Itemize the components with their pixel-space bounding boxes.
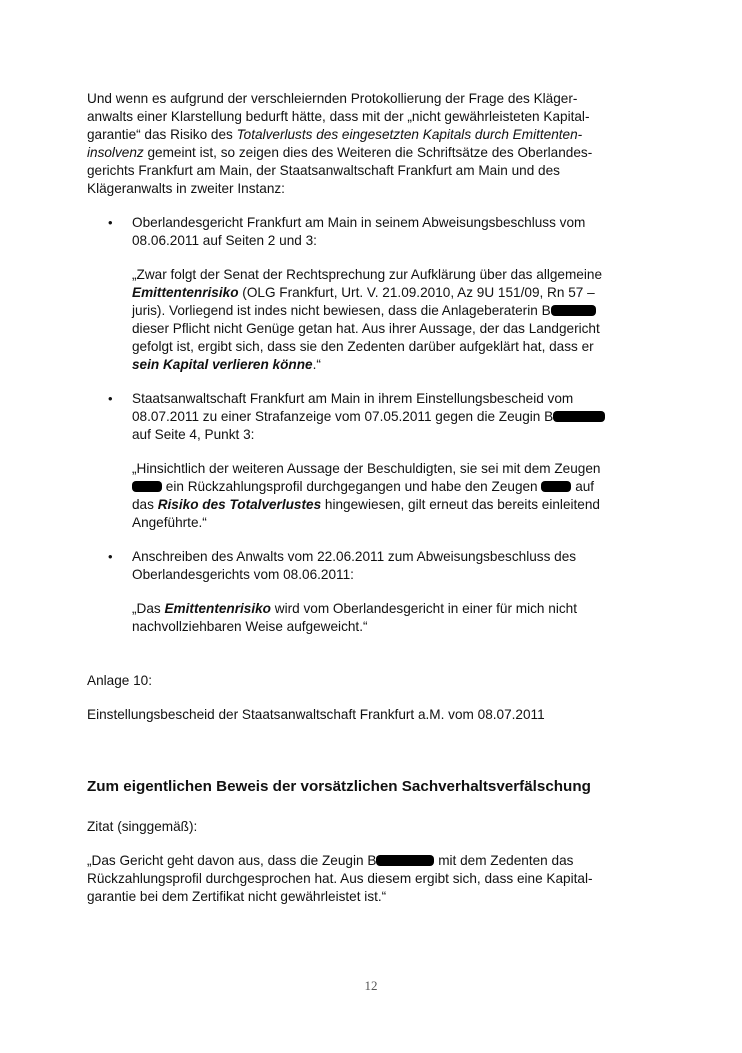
intro-line-3: garantie“ das Risiko des Totalverlusts des eingesetzten Kapitals durch Emittenten- bbox=[87, 127, 583, 142]
quote-2-line-1: „Hinsichtlich der weiteren Aussage der Beschuldigten, sie sei mit dem Zeugen bbox=[132, 461, 601, 476]
intro-line-1: Und wenn es aufgrund der verschleiernden Protokollierung der Frage des Kläger- bbox=[87, 91, 578, 106]
quote-3-line-2: nachvollziehbaren Weise aufgeweicht.“ bbox=[132, 619, 368, 634]
redaction-box bbox=[132, 481, 162, 492]
redaction-box bbox=[376, 855, 434, 866]
quote-1-line-6: sein Kapital verlieren könne.“ bbox=[132, 357, 321, 372]
quote-1-line-5: gefolgt ist, ergibt sich, dass sie den Zedenten darüber aufgeklärt hat, dass er bbox=[132, 339, 594, 354]
bullet-symbol: • bbox=[108, 549, 113, 564]
bullet-1-head-line-2: 08.06.2011 auf Seiten 2 und 3: bbox=[132, 233, 317, 248]
intro-line-4: insolvenz gemeint ist, so zeigen dies des Weiteren die Schriftsätze des Oberlandes- bbox=[87, 145, 593, 160]
intro-line-2: anwalts einer Klarstellung bedurft hätte, dass mit der „nicht gewährleisteten Kapital- bbox=[87, 109, 590, 124]
page-number: 12 bbox=[364, 978, 378, 993]
intro-line-6: Klägeranwalts in zweiter Instanz: bbox=[87, 181, 285, 196]
bullet-3-head-line-2: Oberlandesgerichts vom 08.06.2011: bbox=[132, 567, 354, 582]
quote-1-line-1: „Zwar folgt der Senat der Rechtsprechung zur Aufklärung über das allgemeine bbox=[132, 267, 602, 282]
zitat-label: Zitat (singgemäß): bbox=[87, 819, 198, 834]
quote-2-line-2: ein Rückzahlungsprofil durchgegangen und habe den Zeugen auf bbox=[132, 478, 594, 496]
redaction-box bbox=[551, 305, 596, 316]
quote-2-line-3: das Risiko des Totalverlustes hingewiesen, gilt erneut das bereits einleitend bbox=[132, 497, 600, 512]
section-heading: Zum eigentlichen Beweis der vorsätzlichen Sachverhaltsverfälschung bbox=[87, 778, 591, 795]
bullet-symbol: • bbox=[108, 215, 113, 230]
bullet-3-head-line-1: Anschreiben des Anwalts vom 22.06.2011 zum Abweisungsbeschluss des bbox=[132, 549, 577, 564]
bullet-2-head-line-3: auf Seite 4, Punkt 3: bbox=[132, 427, 255, 442]
redaction-box bbox=[541, 481, 571, 492]
redaction-box bbox=[553, 411, 605, 422]
quote-1-line-3: juris). Vorliegend ist indes nicht bewiesen, dass die Anlageberaterin B bbox=[132, 302, 596, 320]
quote-1-line-4: dieser Pflicht nicht Genüge getan hat. Aus ihrer Aussage, der das Landgericht bbox=[132, 321, 600, 336]
bullet-symbol: • bbox=[108, 391, 113, 406]
anlage-text: Einstellungsbescheid der Staatsanwaltschaft Frankfurt a.M. vom 08.07.2011 bbox=[87, 707, 545, 722]
quote-2-line-4: Angeführte.“ bbox=[132, 515, 207, 530]
bullet-2-head-line-2: 08.07.2011 zu einer Strafanzeige vom 07.05.2011 gegen die Zeugin B bbox=[132, 408, 605, 426]
final-quote-line-3: garantie bei dem Zertifikat nicht gewährleistet ist.“ bbox=[87, 889, 387, 904]
final-quote-line-2: Rückzahlungsprofil durchgesprochen hat. Aus diesem ergibt sich, dass eine Kapital- bbox=[87, 871, 593, 886]
final-quote-line-1: „Das Gericht geht davon aus, dass die Zeugin B mit dem Zedenten das bbox=[87, 853, 574, 868]
intro-line-5: gerichts Frankfurt am Main, der Staatsanwaltschaft Frankfurt am Main und des bbox=[87, 163, 560, 178]
quote-3-line-1: „Das Emittentenrisiko wird vom Oberlandesgericht in einer für mich nicht bbox=[132, 601, 577, 616]
bullet-1-head-line-1: Oberlandesgericht Frankfurt am Main in seinem Abweisungsbeschluss vom bbox=[132, 215, 586, 230]
bullet-2-head-line-1: Staatsanwaltschaft Frankfurt am Main in ihrem Einstellungsbescheid vom bbox=[132, 391, 574, 406]
anlage-label: Anlage 10: bbox=[87, 673, 153, 688]
quote-1-line-2: Emittentenrisiko (OLG Frankfurt, Urt. V. 21.09.2010, Az 9U 151/09, Rn 57 – bbox=[132, 285, 595, 300]
